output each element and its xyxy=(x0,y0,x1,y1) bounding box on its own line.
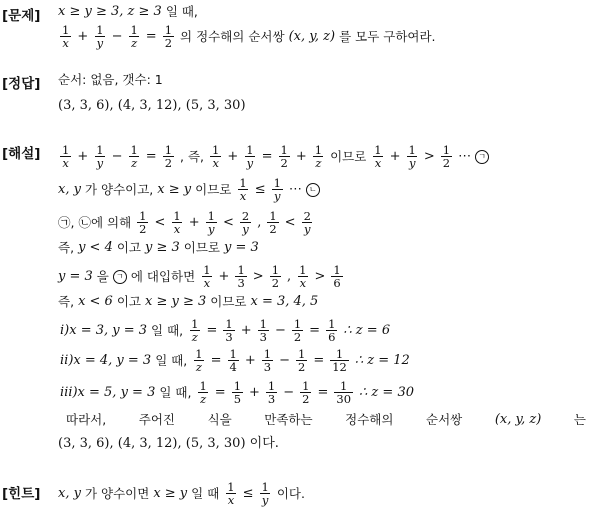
label-solution: [해설] xyxy=(2,146,41,162)
solution-conclusion-1: 따라서, 주어진 식을 만족하는 정수해의 순서쌍 (x, y, z) 는 xyxy=(66,412,586,427)
solution-conclusion-2: (3, 3, 6), (4, 3, 12), (5, 3, 30) 이다. xyxy=(58,436,279,451)
hint-line: x, y 가 양수이면 x ≥ y 일 때 $\frac{1}{x}$ ≤ $\frac{1}{y}$ 이다. xyxy=(58,480,305,507)
problem-line-2: $\frac{1}{x}$ + $\frac{1}{y}$ − $\frac{1}{z}$ = $\frac{1}{2}$ 의 정수해의 순서쌍 (x, y, z) 를 모두 구하여라. xyxy=(62,23,436,50)
label-hint: [힌트] xyxy=(2,486,41,502)
solution-case-3: ⅲ)x = 5, y = 3 일 때, $\frac{1}{z}$ = $\frac{1}{5}$ + $\frac{1}{3}$ − $\frac{1}{2}$ = $\frac{1}{30}$ ∴ z = 30 xyxy=(60,379,414,406)
answer-line-1: 순서: 없음, 갯수: 1 xyxy=(58,72,163,87)
circled-2-icon: ㄴ xyxy=(306,183,320,197)
solution-line-2: x, y 가 양수이고, x ≥ y 이므로 $\frac{1}{x}$ ≤ $\frac{1}{y}$ ⋯ ㄴ xyxy=(58,177,320,202)
fraction: $\frac{1}{z}$ xyxy=(130,23,138,50)
solution-line-6: 즉, x < 6 이고 x ≥ y ≥ 3 이므로 x = 3, 4, 5 xyxy=(58,294,319,309)
solution-case-2: ⅱ)x = 4, y = 3 일 때, $\frac{1}{z}$ = $\frac{1}{4}$ + $\frac{1}{3}$ − $\frac{1}{2}$ = $\frac{1}{12}$ ∴ z = 12 xyxy=(60,347,410,374)
fraction: $\frac{1}{x}$ xyxy=(62,23,70,50)
solution-line-5: y = 3 을 ㄱ 에 대입하면 $\frac{1}{x}$ + $\frac{1}{3}$ > $\frac{1}{2}$ , $\frac{1}{x}$ > $\frac{1}{6}$ xyxy=(58,263,341,290)
circled-1-icon: ㄱ xyxy=(113,270,127,284)
solution-line-4: 즉, y < 4 이고 y ≥ 3 이므로 y = 3 xyxy=(58,240,259,255)
answer-line-2: (3, 3, 6), (4, 3, 12), (5, 3, 30) xyxy=(58,98,246,113)
solution-case-1: ⅰ)x = 3, y = 3 일 때, $\frac{1}{z}$ = $\frac{1}{3}$ + $\frac{1}{3}$ − $\frac{1}{2}$ = $\frac{1}{6}$ ∴ z = 6 xyxy=(60,317,391,344)
solution-line-3: ㉠, ㉡에 의해 $\frac{1}{2}$ < $\frac{1}{x}$ + $\frac{1}{y}$ < $\frac{2}{y}$ , $\frac{1}{2}$ < $\frac{2}{y}$ xyxy=(58,209,311,236)
fraction: $\frac{1}{y}$ xyxy=(96,23,104,50)
label-answer: [정답] xyxy=(2,76,41,92)
circled-1-icon: ㄱ xyxy=(475,150,489,164)
fraction: $\frac{1}{2}$ xyxy=(164,23,173,50)
problem-line-1: x ≥ y ≥ 3, z ≥ 3 일 때, xyxy=(58,4,198,19)
label-problem: [문제] xyxy=(2,8,41,24)
solution-line-1: $\frac{1}{x}$ + $\frac{1}{y}$ − $\frac{1}{z}$ = $\frac{1}{2}$ , 즉, $\frac{1}{x}$ + $\frac{1}{y}$ = $\frac{1}{2}$ + $\frac{1}{z}$ 이므로 $\frac{1}{x}$ + $\frac{1}{y}$ > $\frac{1}{2}$ ⋯ ㄱ xyxy=(58,144,489,169)
